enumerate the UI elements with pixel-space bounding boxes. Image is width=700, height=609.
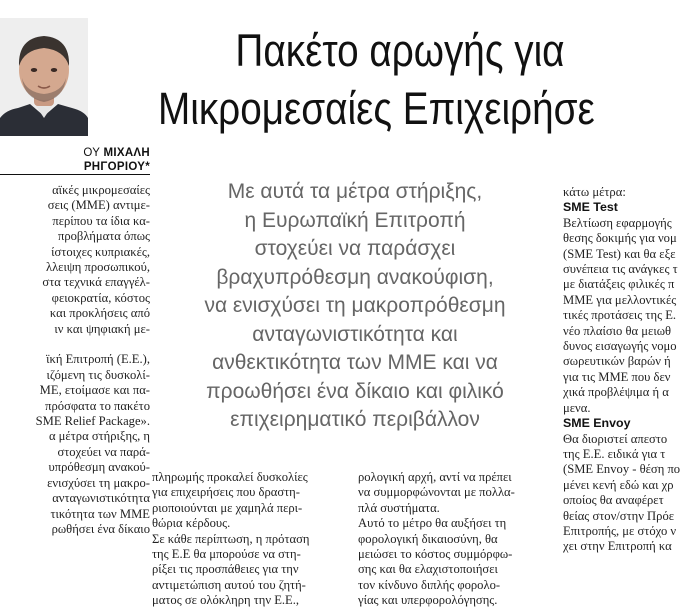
text-line: ενισχύσει τη μακρο-: [47, 475, 150, 490]
text-line: με διατάξεις φιλικές π: [563, 277, 675, 292]
column4-paragraph-2: [563, 432, 700, 555]
text-line: Αυτό το μέτρο θα αυξήσει τη: [358, 516, 507, 531]
text-line: δυνος εισαγωγής νομο: [563, 339, 677, 354]
text-line: ιζόμενη τις δυσκολί-: [46, 367, 150, 382]
text-line: προωθήσει ένα δίκαιο και φιλικό: [206, 379, 504, 403]
text-line: σωρευτικών βαρών ή: [563, 354, 671, 369]
text-line: ιν και ψηφιακή με-: [54, 321, 150, 336]
text-line: στοχεύει να παρά-: [57, 444, 150, 459]
text-line: ρολογική αρχή, αντί να πρέπει: [358, 470, 512, 484]
article-headline: [158, 22, 640, 138]
text-line: βραχυπρόθεσμη ανακούφιση,: [216, 265, 494, 289]
headline-line-2: Μικρομεσαίες Επιχειρήσε: [158, 83, 595, 134]
text-line: να ενισχύσει τη μακροπρόθεσμη: [204, 294, 506, 317]
text-line: χει στην Επιτροπή κα: [563, 539, 672, 554]
text-line: θείας στον/στην Πρόε: [563, 508, 675, 523]
author-last-name: ΡΗΓΟΡΙΟΥ*: [83, 161, 150, 173]
text-line: για επιχειρήσεις που δραστη-: [152, 485, 300, 500]
text-line: η Ευρωπαϊκή Επιτροπή: [244, 208, 466, 232]
author-byline: [0, 146, 150, 174]
text-line: ΜΕ, ετοίμασε και πα-: [39, 383, 150, 398]
text-line: ανταγωνιστικότητα: [52, 491, 150, 506]
author-photo: [0, 18, 88, 136]
text-line: πληρωμής προκαλεί δυσκολίες: [152, 470, 308, 484]
text-line: οποίος θα αναφέρετ: [563, 493, 664, 508]
text-line: θεσης δοκιμής για νομ: [563, 231, 677, 246]
text-line: θώρια κέρδους.: [152, 516, 231, 531]
subheading-sme-envoy: SME Envoy: [563, 416, 631, 431]
text-line: να συμμορφώνονται με πολλα-: [358, 485, 515, 500]
text-line: για τις ΜΜΕ που δεν: [563, 369, 671, 384]
text-line: [0, 337, 150, 352]
text-line: αντιμετώπιση αυτού του ζητή-: [152, 577, 306, 592]
author-portrait-image: [0, 18, 88, 136]
article-column-1: [0, 183, 150, 537]
text-line: της Ε.Ε. ειδικά για τ: [563, 446, 666, 461]
text-line: στοχεύει να παράσχει: [254, 237, 456, 260]
article-column-2: [152, 470, 357, 609]
text-line: λλειψη προσωπικού,: [45, 260, 150, 275]
text-line: (SME Envoy - θέση πο: [563, 462, 681, 477]
text-line: σεις (ΜΜΕ) αντιμε-: [47, 198, 150, 213]
text-line: ανθεκτικότητα των ΜΜΕ και να: [212, 351, 498, 374]
text-line: Με αυτά τα μέτρα στήριξης,: [227, 180, 483, 203]
text-line: μειώσει το κόστος συμμόρφω-: [358, 547, 513, 562]
article-column-4: [563, 185, 700, 555]
pull-quote: [160, 178, 550, 435]
text-line: προβλήματα όπως: [57, 229, 150, 244]
text-line: και προκλήσεις από: [49, 306, 150, 321]
text-line: φειοκρατία, κόστος: [51, 290, 150, 305]
text-line: περίπου τα ίδια κα-: [52, 213, 150, 228]
text-line: α μέτρα στήριξης, η: [48, 429, 150, 444]
text-line: τικότητα των ΜΜΕ: [50, 506, 150, 521]
text-line: υπρόθεσμη ανακού-: [48, 460, 150, 475]
text-line: τον κίνδυνο διπλής φορολο-: [358, 577, 501, 592]
text-line: Θα διοριστεί απεστο: [563, 431, 668, 446]
author-first-name: ΜΙΧΑΛΗ: [103, 147, 150, 159]
text-line: ίστοιχες κυπριακές,: [51, 244, 150, 259]
text-line: γίας και υπερφορολόγησης.: [358, 593, 498, 608]
text-line: ΜΜΕ για μελλοντικές: [563, 292, 677, 307]
text-line: Βελτίωση εφαρμογής: [563, 215, 672, 230]
text-line: στα τεχνικά επαγγέλ-: [42, 275, 150, 290]
headline-line-1: Πακέτο αρωγής για: [235, 25, 565, 76]
text-line: πλά συστήματα.: [358, 500, 440, 515]
column4-intro: κάτω μέτρα:: [563, 185, 626, 199]
text-line: SME Relief Package».: [35, 414, 150, 429]
text-line: Επιτροπής, με στόχο ν: [563, 523, 677, 538]
text-line: φορολογική δικαιοσύνη, θα: [358, 531, 498, 546]
text-line: ματος σε ολόκληρη την Ε.Ε.,: [152, 593, 300, 608]
subheading-sme-test: SME Test: [563, 200, 618, 215]
text-line: Σε κάθε περίπτωση, η πρόταση: [152, 531, 310, 546]
text-line: ρωθήσει ένα δίκαιο: [51, 521, 150, 536]
byline-divider: [0, 174, 150, 175]
column4-paragraph-1: [563, 216, 700, 416]
article-column-3: [358, 470, 555, 609]
author-prefix: ΟΥ: [83, 147, 104, 159]
text-line: ρίξει τις προσπάθειες για την: [152, 562, 299, 577]
text-line: σης και θα ελαχιστοποιήσει: [358, 562, 498, 577]
text-line: χικά προβλέψιμα ή α: [563, 385, 669, 400]
text-line: τικές προτάσεις της Ε.: [563, 308, 677, 323]
text-line: πρόσφατα το πακέτο: [45, 398, 150, 413]
text-line: συνέπεια τις ανάγκες τ: [563, 262, 678, 277]
text-line: της Ε.Ε θα μπορούσε να στη-: [152, 547, 301, 562]
text-line: νέο πλαίσιο θα μειωθ: [563, 323, 672, 338]
text-line: μένει κενή εδώ και χρ: [563, 477, 674, 492]
text-line: (SME Test) και θα εξε: [563, 246, 676, 261]
text-line: μενα.: [563, 400, 591, 415]
text-line: ανταγωνιστικότητα και: [252, 322, 458, 346]
text-line: επιχειρηματικό περιβάλλον: [230, 408, 480, 431]
text-line: αϊκές μικρομεσαίες: [52, 183, 150, 197]
text-line: ϊκή Επιτροπή (Ε.Ε.),: [46, 352, 150, 367]
text-line: ριοποιούνται με χαμηλά περι-: [152, 500, 303, 515]
